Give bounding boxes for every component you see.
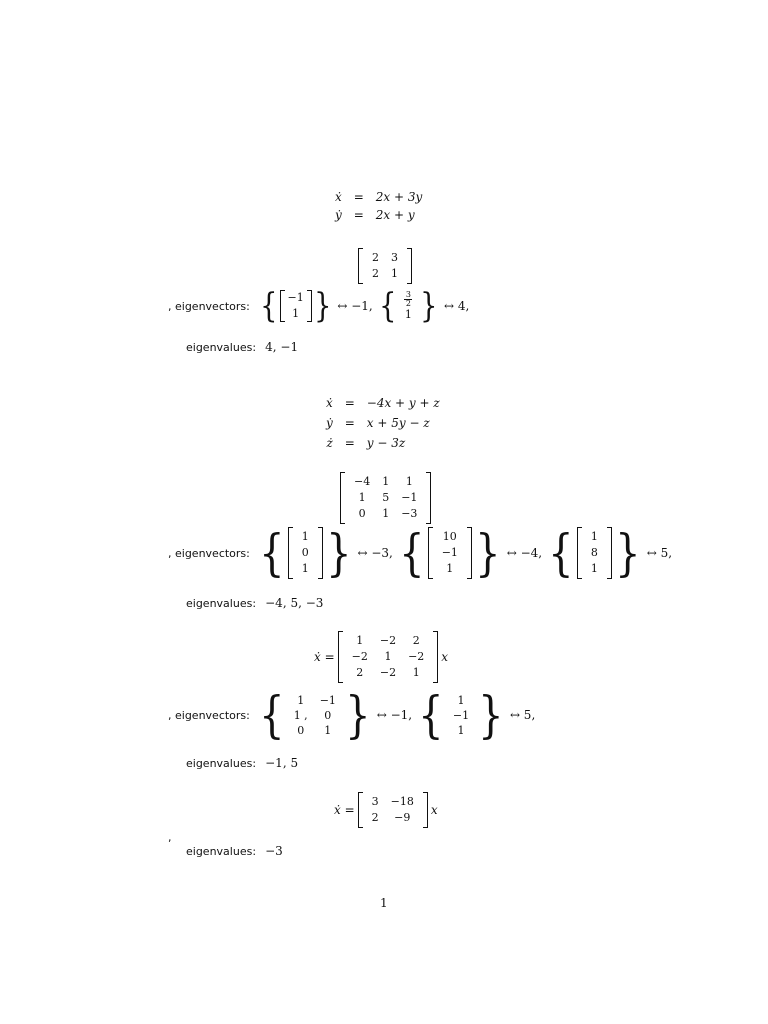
eigenvalue-pair: ↔ −1, [376,708,413,722]
eigenvectors-line-3 [168,688,535,742]
eigenvalue-pair: ↔ 5, [646,546,673,560]
right-brace: } [475,524,501,582]
matrix-cell: 2 [372,267,379,280]
matrix-1 [358,248,412,284]
vector-cell: 0 [301,546,309,559]
vector-cell: 1 [457,723,465,737]
right-brace: } [615,524,641,582]
matrix-cell: 1 [391,267,398,280]
matrix-equation-3 [314,630,448,684]
fraction-denominator: 2 [405,299,411,308]
fraction-numerator: 3 [405,290,411,299]
matrix-cell: −3 [401,507,418,520]
matrix-cell: 1 [405,475,413,488]
eigenvalues-value: −3 [265,844,283,858]
eigenvectors-label: , eigenvectors: [168,546,250,560]
eq-lhs: ẏ [326,416,333,430]
eigenvalues-label: eigenvalues: [186,597,257,610]
eq-rel: = [344,416,355,430]
matrix-cell: 2 [412,634,420,647]
eigenvalue-pair: ↔ 4, [444,299,470,313]
page-number: 1 [380,896,388,910]
eigenvectors-label: , eigenvectors: [168,708,250,722]
eigenvalues-value: 4, −1 [265,340,299,354]
eigenvalues-line-2 [186,592,323,611]
eigenvector-set [288,693,342,738]
matrix-cell: −18 [390,795,414,808]
eq-lhs: ẋ [326,396,333,410]
eq-rhs: x + 5y − z [366,416,430,430]
vector-cell: −1 [452,708,470,722]
eq-lhs: ẏ [335,208,342,222]
right-brace: } [313,286,332,326]
eigenvectors-label: , eigenvectors: [168,299,250,313]
vector-cell: −1 [441,546,458,559]
left-brace: { [259,524,285,582]
vector-cell: 10 [442,530,457,543]
matrix-cell: −2 [408,650,425,663]
eigenvector [404,291,412,321]
left-brace: { [399,524,425,582]
vector-cell: 1 [590,530,598,543]
vector-cell: 1 [301,530,309,543]
matrix-cell: 1 [384,650,392,663]
matrix-cell: −1 [401,491,418,504]
matrix-cell: −9 [394,811,411,824]
vector-cell: 1 [446,562,454,575]
equation-lhs: ẋ = [334,803,355,817]
matrix-cell: −2 [379,634,397,647]
eigenvalues-value: −4, 5, −3 [265,596,324,610]
right-brace: } [325,524,352,582]
left-brace: { [378,286,397,326]
eigenvectors-line-4 [168,826,172,845]
eq-rel: = [353,208,364,222]
equation-system-2 [326,396,440,450]
matrix-cell: 1 [382,507,390,520]
eigenvector [428,527,472,579]
matrix-equation-4 [334,792,438,828]
vector-cell: −1 [287,291,304,304]
eq-rhs: −4x + y + z [366,396,440,410]
eigenvector [447,693,475,738]
eq-rel: = [344,436,355,450]
matrix-cell: 1 [356,634,364,647]
vector-cell: 1 [457,693,465,707]
eigenvalues-value: −1, 5 [265,756,299,770]
matrix-3 [338,631,439,683]
vector-cell: 0 [324,708,332,722]
matrix-cell: 1 [358,491,366,504]
eigenvalues-line-3 [186,752,298,771]
left-brace: { [418,686,444,744]
matrix-cell: 3 [391,251,398,264]
eigenvector [280,290,312,322]
eq-lhs: ż [326,436,333,450]
equation-rhs: x [441,650,449,664]
right-brace: } [478,686,504,744]
eigenvalues-line-4 [186,840,283,859]
eigenvalues-label: eigenvalues: [186,341,257,354]
eigenvalue-pair: ↔ −4, [506,546,543,560]
eq-rel: = [344,396,355,410]
eigenvalues-label: eigenvalues: [186,845,257,858]
matrix-cell: 2 [371,811,379,824]
eigenvector [288,527,323,579]
matrix-cell: 5 [382,491,390,504]
eigenvalues-label: eigenvalues: [186,757,257,770]
eigenvalues-line-1 [186,336,298,355]
equation-rhs: x [430,803,438,817]
eq-rhs: y − 3z [366,436,406,450]
matrix-2 [340,472,431,524]
matrix-cell: 2 [372,251,379,264]
equation-system-1 [335,190,422,222]
eq-rel: = [353,190,364,204]
vector-cell: 1 , [293,708,308,722]
left-brace: { [259,686,285,744]
equation-lhs: ẋ = [314,650,335,664]
eigenvalue-pair: ↔ −3, [357,546,393,560]
eigenvectors-line-1 [168,288,469,324]
matrix-cell: −2 [379,666,397,679]
matrix-cell: −4 [354,475,371,488]
eigenvector [577,527,612,579]
eigenvalue-pair: ↔ 5, [509,708,536,722]
matrix-cell: 0 [358,507,366,520]
matrix-cell: 2 [356,666,364,679]
eigenvectors-line-2 [168,526,672,580]
matrix-4 [358,792,428,828]
right-brace: } [420,286,438,326]
vector-cell: 1 [297,693,305,707]
eq-rhs: 2x + 3y [375,190,423,204]
fraction [404,291,412,308]
vector-cell: 8 [590,546,598,559]
vector-cell: 1 [292,307,300,320]
vector-cell: 0 [297,723,305,737]
eq-lhs: ẋ [335,190,342,204]
matrix-cell: 1 [382,475,390,488]
matrix-cell: −2 [351,650,368,663]
vector-cell: 1 [590,562,598,575]
eigenvalue-pair: ↔ −1, [337,299,373,313]
vector-cell: 1 [301,562,309,575]
vector-cell: 1 [324,723,332,737]
vector-cell: −1 [319,693,336,707]
left-brace: { [548,524,574,582]
matrix-cell: 3 [371,795,379,808]
left-brace: { [260,286,278,326]
eigenvectors-label: , [168,831,172,844]
matrix-cell: 1 [412,666,420,679]
right-brace: } [345,686,371,744]
vector-cell: 1 [404,308,412,321]
eq-rhs: 2x + y [375,208,415,222]
